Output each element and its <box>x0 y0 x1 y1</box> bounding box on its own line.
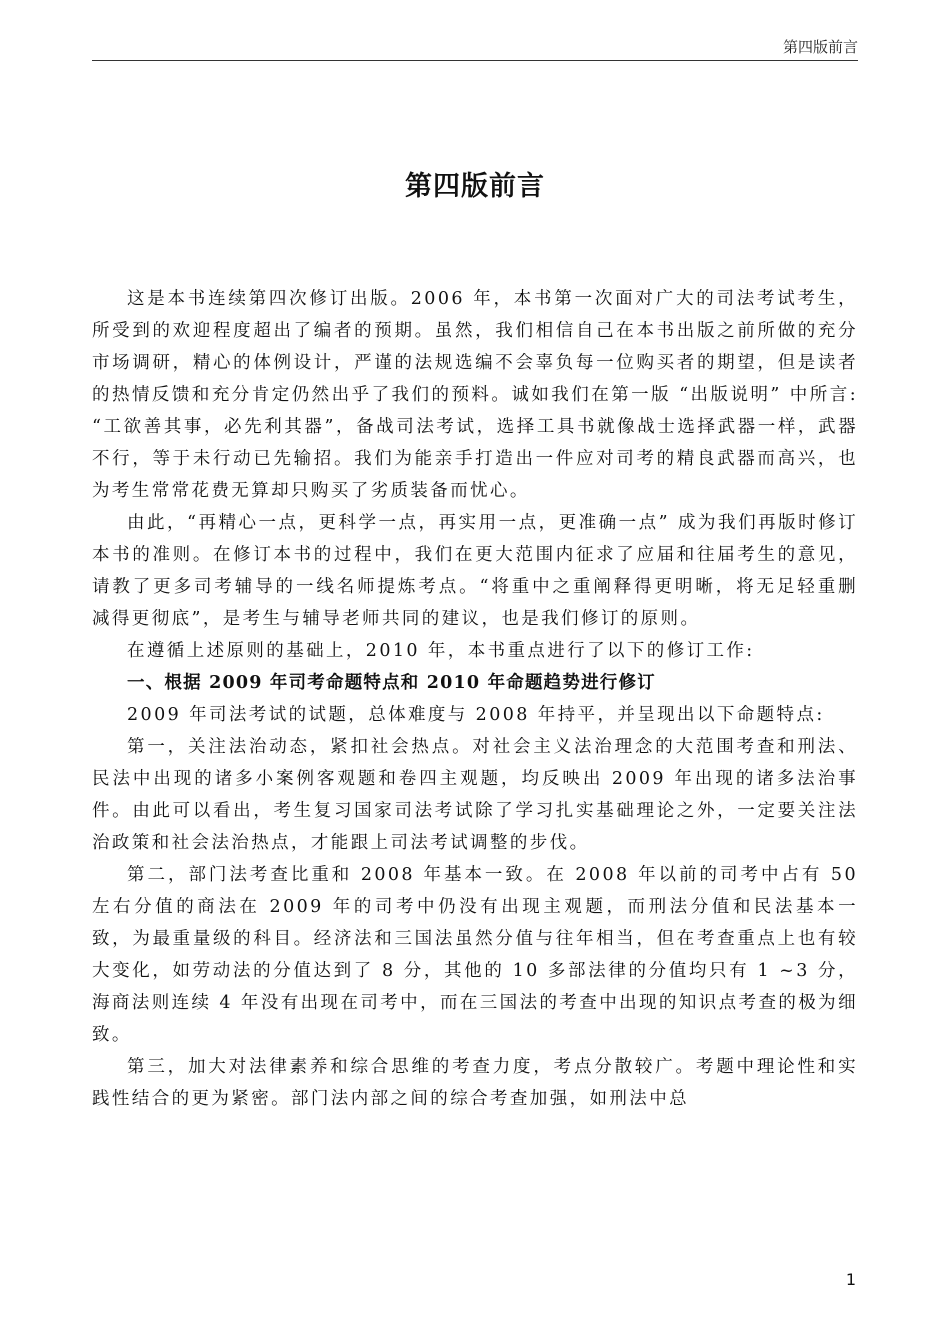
paragraph-7: 第三，加大对法律素养和综合思维的考查力度，考点分散较广。考题中理论性和实践性结合的更为紧密。部门法内部之间的综合考查加强，如刑法中总 <box>92 1057 858 1109</box>
paragraph-4: 2009 年司法考试的试题，总体难度与 2008 年持平，并呈现出以下命题特点: <box>127 705 825 725</box>
paragraph-1: 这是本书连续第四次修订出版。2006 年，本书第一次面对广大的司法考试考生，所受到的欢迎程度超出了编者的预期。虽然，我们相信自己在本书出版之前所做的充分市场调研，精心的体例设计，严谨的法规选编不会辜负每一位购买者的期望，但是读者的热情反馈和充分肯定仍然出乎了我们的预料。诚如我们在第一版 “出版说明” 中所言: “工欲善其事，必先利其器”，备战司法考试，选择工具书就像战士选择武器一样，武器不行，等于未行动已先输招。我们为能亲手打造出一件应对司考的精良武器而高兴，也为考生常常花费无算却只购买了劣质装备而忧心。 <box>92 289 858 501</box>
paragraph-2: 由此，“再精心一点，更科学一点，再实用一点，更准确一点” 成为我们再版时修订本书的准则。在修订本书的过程中，我们在更大范围内征求了应届和往届考生的意见，请教了更多司考辅导的一线名师提炼考点。“将重中之重阐释得更明晰，将无足轻重删减得更彻底”，是考生与辅导老师共同的建议，也是我们修订的原则。 <box>92 513 858 629</box>
page-number: 1 <box>845 1270 856 1289</box>
running-header: 第四版前言 <box>782 38 858 56</box>
paragraph-6: 第二，部门法考查比重和 2008 年基本一致。在 2008 年以前的司考中占有 50 左右分值的商法在 2009 年的司考中仍没有出现主观题，而刑法分值和民法基本一致，为最重量级的科目。经济法和三国法虽然分值与往年相当，但在考查重点上也有较大变化，如劳动法的分值达到了 8 分，其他的 10 多部法律的分值均只有 1 ~3 分，海商法则连续 4 年没有出现在司考中，而在三国法的考查中出现的知识点考查的极为细致。 <box>92 865 858 1045</box>
paragraph-3: 在遵循上述原则的基础上，2010 年，本书重点进行了以下的修订工作: <box>127 641 755 661</box>
page-title: 第四版前言 <box>405 171 545 202</box>
paragraph-5: 第一，关注法治动态，紧扣社会热点。对社会主义法治理念的大范围考查和刑法、民法中出现的诸多小案例客观题和卷四主观题，均反映出 2009 年出现的诸多法治事件。由此可以看出，考生复习国家司法考试除了学习扎实基础理论之外，一定要关注法治政策和社会法治热点，才能跟上司法考试调整的步伐。 <box>92 737 858 853</box>
section-heading-1: 一、根据 2009 年司考命题特点和 2010 年命题趋势进行修订 <box>127 673 656 693</box>
header-rule <box>92 60 858 61</box>
preface-body <box>92 283 858 1115</box>
